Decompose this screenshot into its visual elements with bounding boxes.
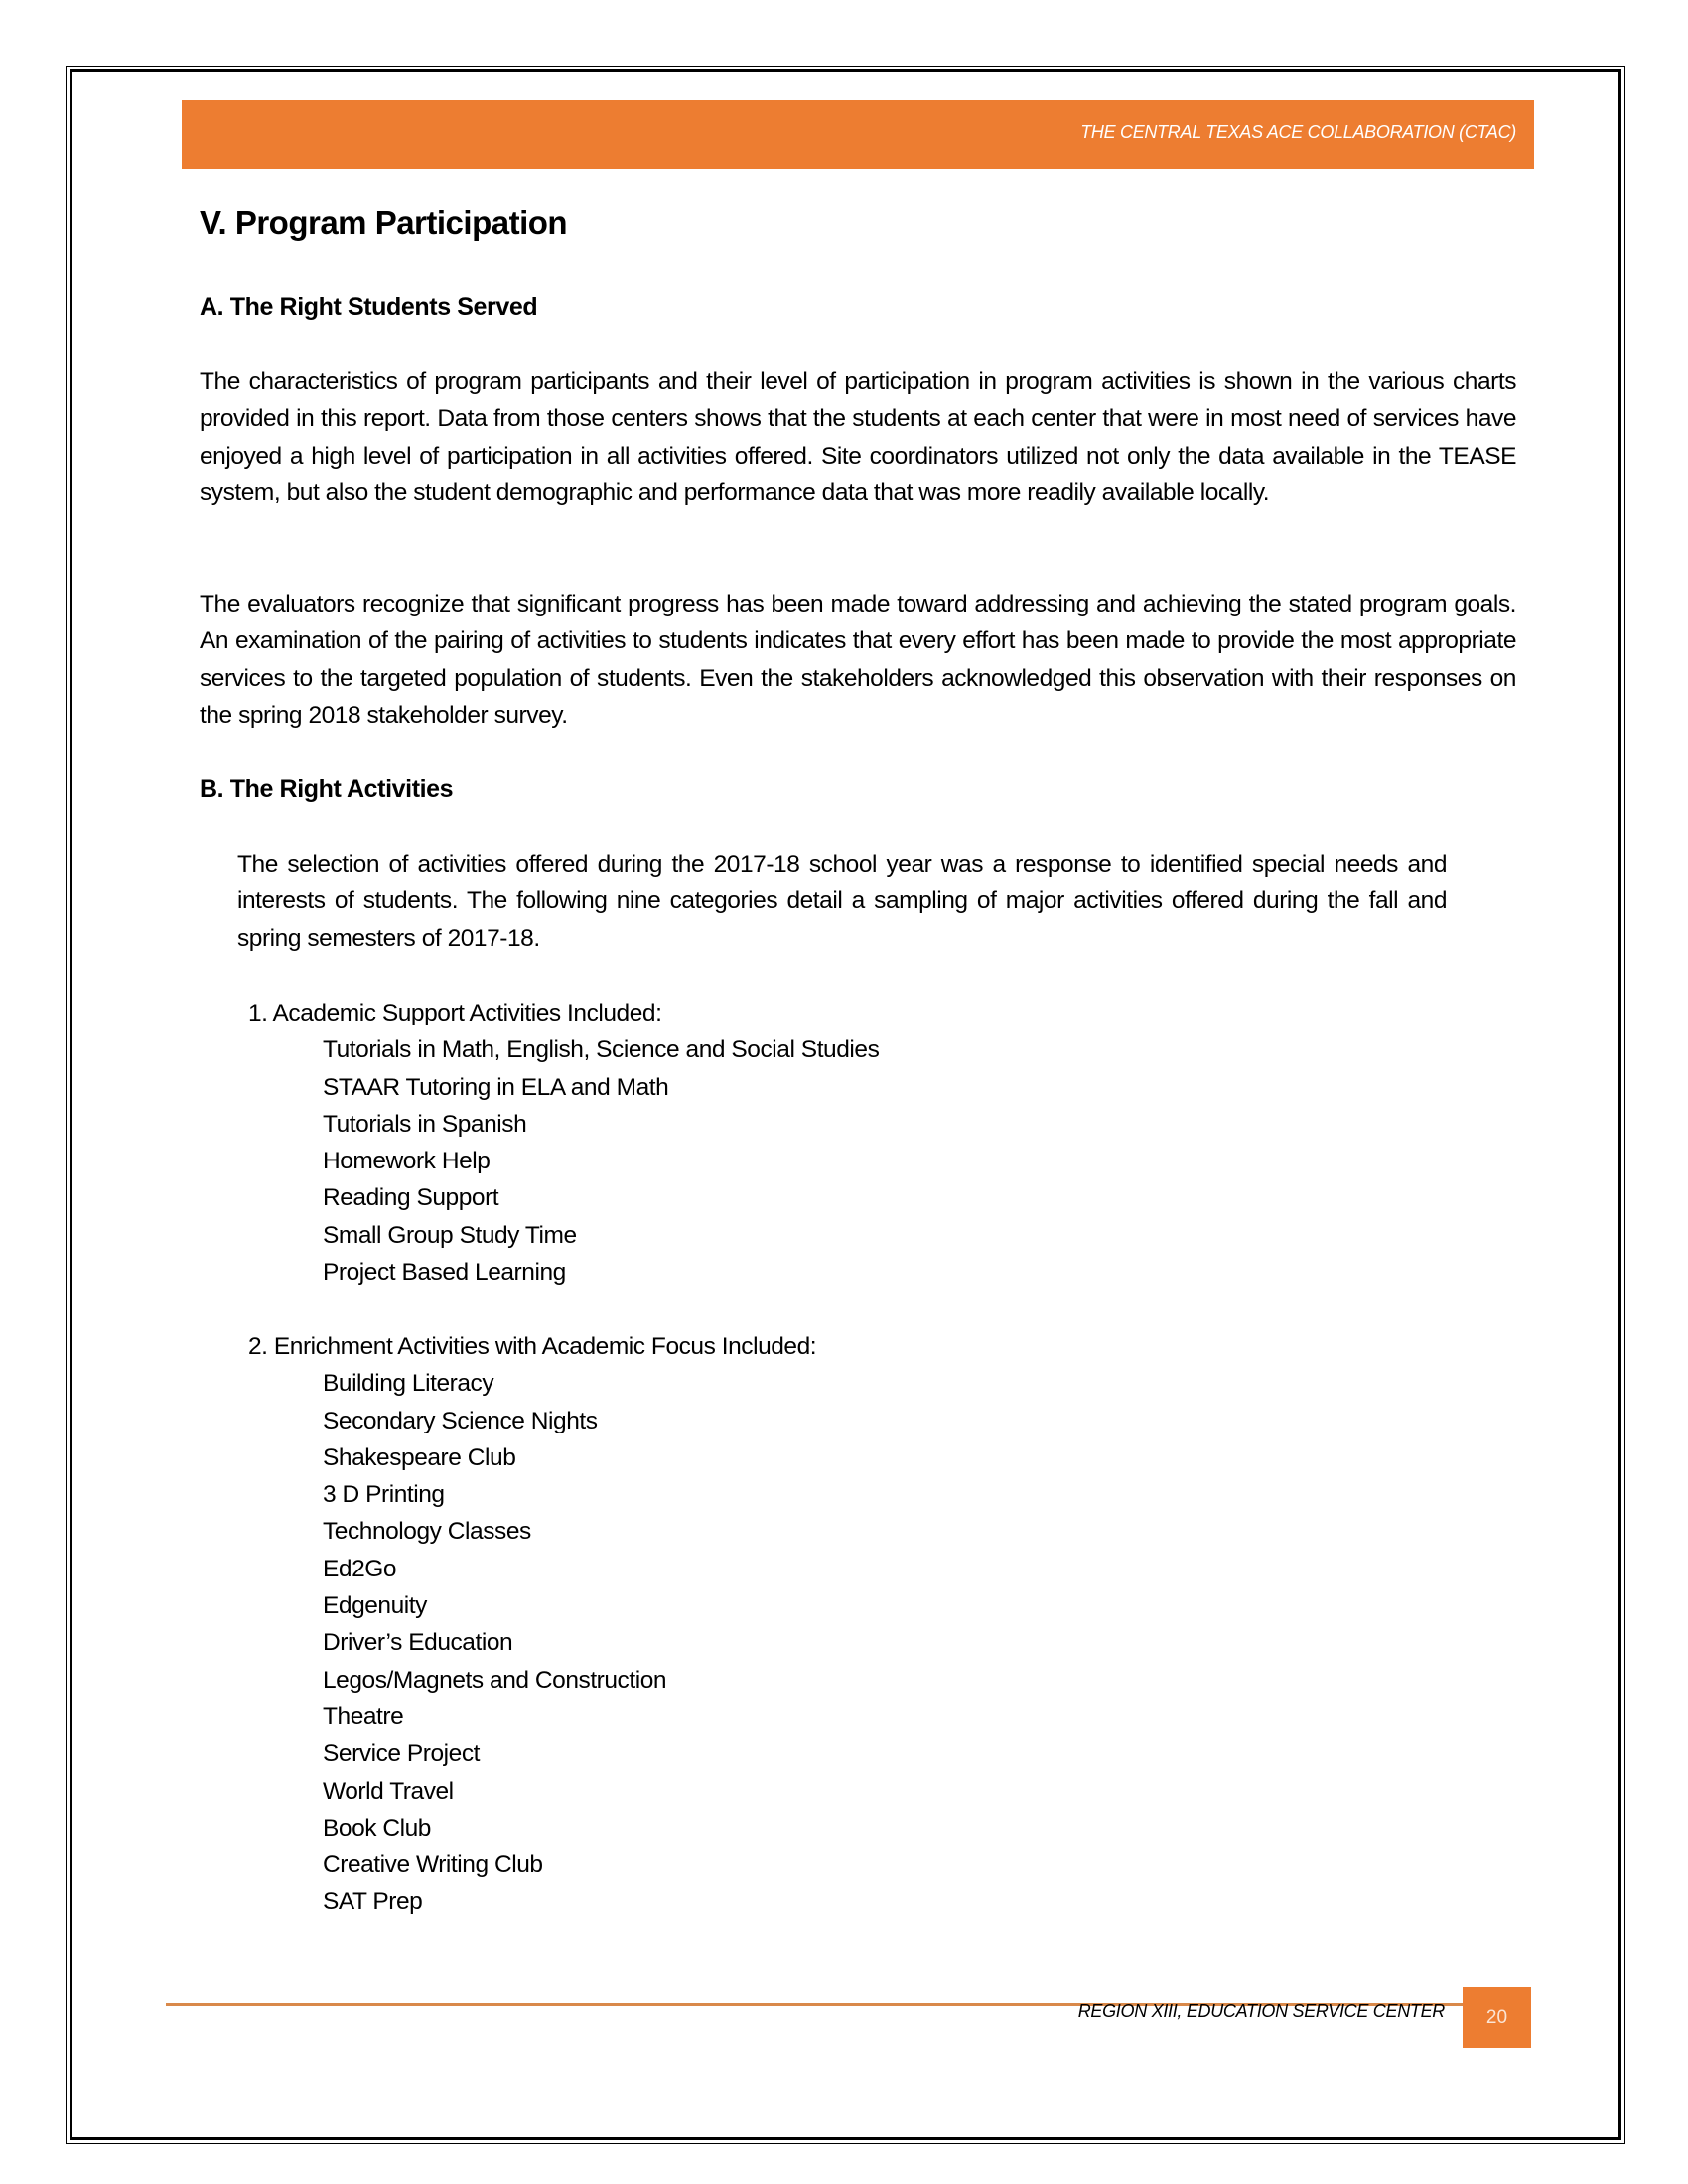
paragraph-1 [200, 363, 1516, 511]
subsection-a-heading: A. The Right Students Served [200, 293, 538, 321]
list-item: STAAR Tutoring in ELA and Math [323, 1073, 669, 1101]
list-item: Technology Classes [323, 1518, 531, 1546]
list-item: Secondary Science Nights [323, 1407, 598, 1434]
list-item: Theatre [323, 1703, 404, 1730]
list-item: Small Group Study Time [323, 1221, 577, 1249]
list-item: Building Literacy [323, 1370, 494, 1398]
list-item: Reading Support [323, 1184, 499, 1212]
section-title: V. Program Participation [200, 205, 568, 241]
activity-list-1 [248, 995, 879, 1291]
list-item: Tutorials in Spanish [323, 1110, 527, 1138]
list-item: Driver’s Education [323, 1629, 513, 1657]
paragraph-2-text: The evaluators recognize that significant progress has been made toward addressing and achieving the stated program goals. An examination of the pairing of activities to students indicates that every effort has been made to provide the most appropriate services to the targeted population of students. Even the stakeholders acknowledged this observation with their responses on the spring 2018 stakeholder survey. [200, 591, 1516, 729]
list-item: Legos/Magnets and Construction [323, 1666, 667, 1694]
list-item: Shakespeare Club [323, 1443, 516, 1471]
subsection-b-heading: B. The Right Activities [200, 775, 454, 803]
list-item: Service Project [323, 1740, 481, 1768]
paragraph-1-text: The characteristics of program participants and their level of participation in program activities is shown in the various charts provided in this report. Data from those centers shows that the students at each center that were in most need of services have enjoyed a high level of participation in all activities offered. Site coordinators utilized not only the data available in the TEASE system, but also the student demographic and performance data that was more readily available locally. [200, 368, 1516, 506]
paragraph-2 [200, 586, 1516, 734]
activity-list-2 [248, 1328, 816, 1921]
list-item: Homework Help [323, 1148, 491, 1175]
running-title: THE CENTRAL TEXAS ACE COLLABORATION (CTAC) [1080, 122, 1516, 142]
list-item: Edgenuity [323, 1592, 427, 1620]
list-item: SAT Prep [323, 1888, 423, 1916]
header-bar [182, 100, 1534, 169]
list-heading: 2. Enrichment Activities with Academic Focus Included: [248, 1333, 817, 1360]
paragraph-3-text: The selection of activities offered during the 2017-18 school year was a response to identified special needs and interests of students. The following nine categories detail a sampling of major activities offered during the fall and spring semesters of 2017-18. [237, 851, 1447, 952]
list-item: Creative Writing Club [323, 1851, 543, 1879]
paragraph-3 [237, 846, 1447, 957]
list-item: Ed2Go [323, 1555, 397, 1582]
list-item: Tutorials in Math, English, Science and Social Studies [323, 1036, 880, 1064]
list-item: Book Club [323, 1814, 431, 1842]
page-number: 20 [1463, 1987, 1531, 2048]
list-item: World Travel [323, 1777, 454, 1805]
footer-organization: REGION XIII, EDUCATION SERVICE CENTER [1077, 2001, 1445, 2021]
list-item: Project Based Learning [323, 1259, 566, 1287]
list-item: 3 D Printing [323, 1481, 445, 1509]
list-heading: 1. Academic Support Activities Included: [248, 1000, 662, 1026]
